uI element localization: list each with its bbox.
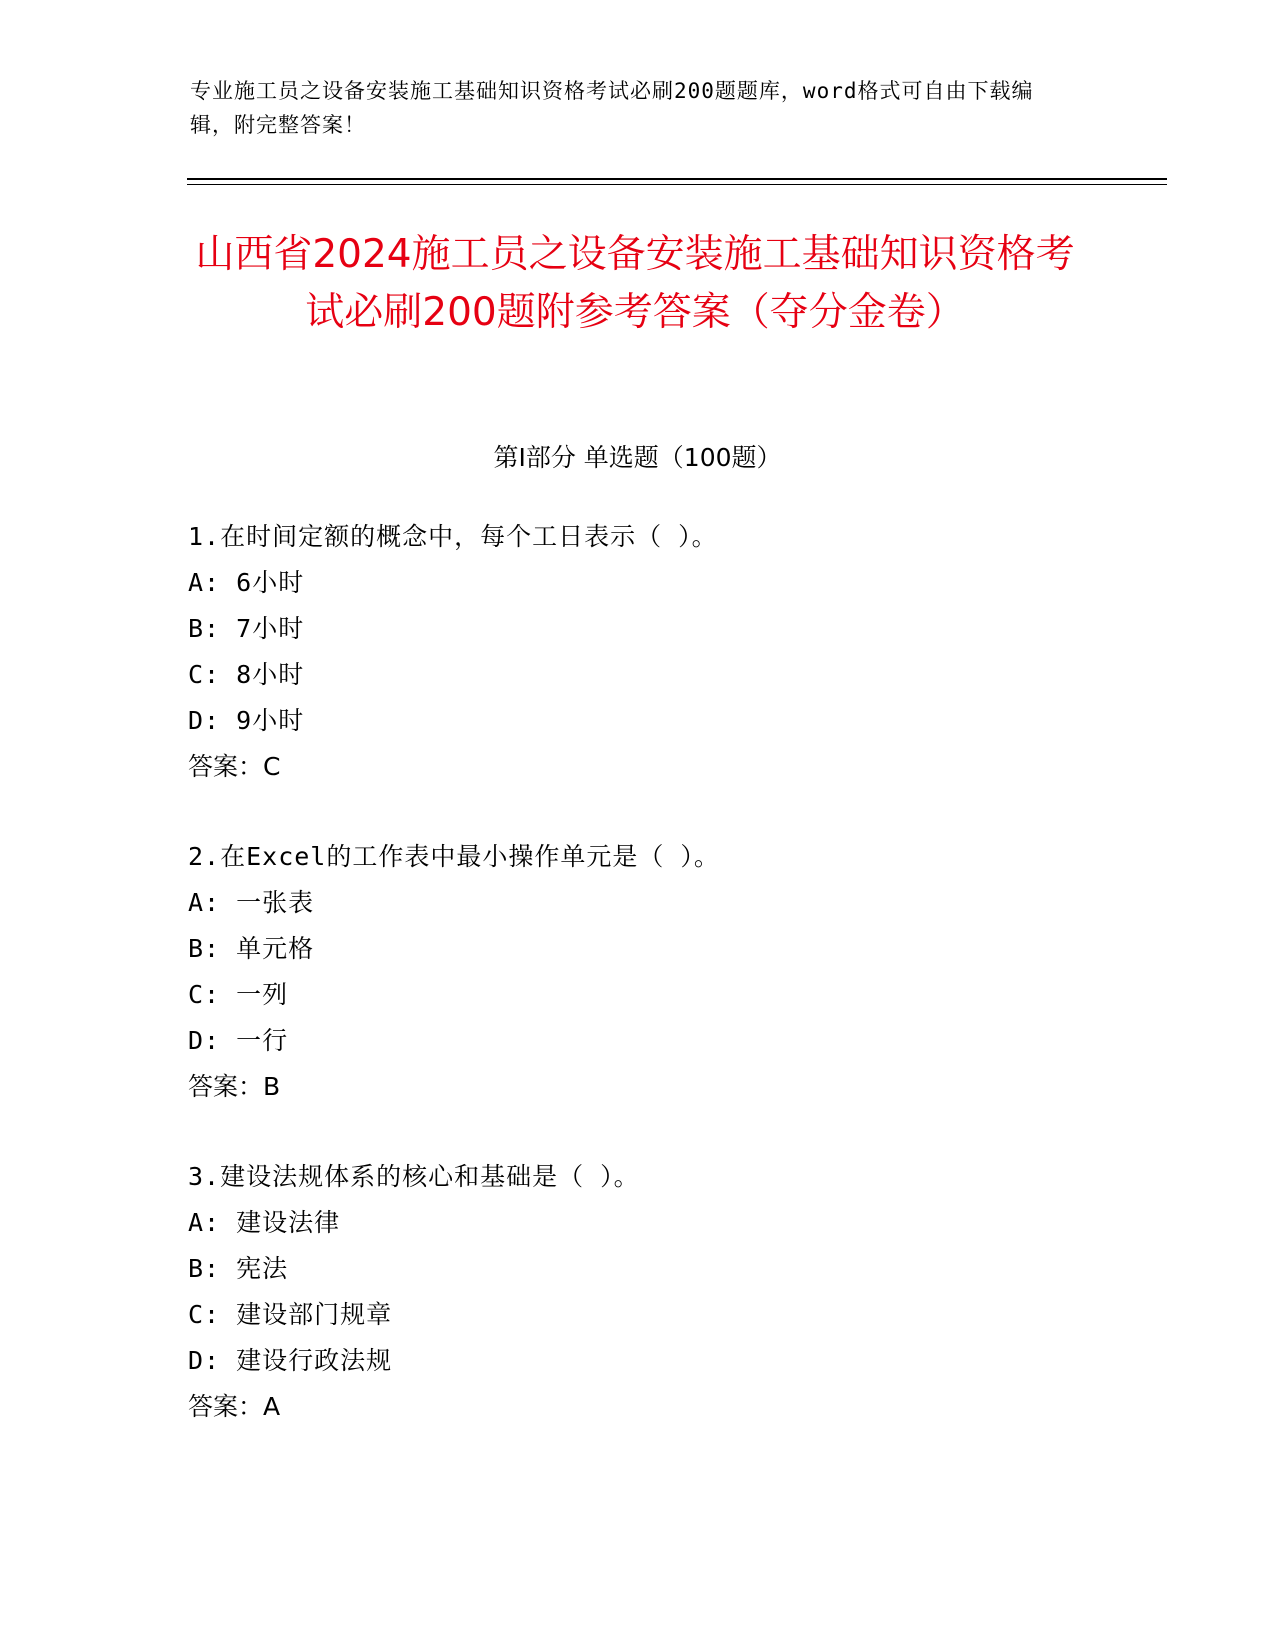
answer: 答案：C bbox=[188, 752, 281, 781]
document-title: 山西省2024施工员之设备安装施工基础知识资格考试必刷200题附参考答案（夺分金卷） bbox=[195, 232, 1075, 335]
question-item bbox=[188, 834, 1088, 1110]
option-d: D: 9小时 bbox=[188, 706, 305, 735]
option-d: D: 一行 bbox=[188, 1026, 289, 1055]
question-stem: 3.建设法规体系的核心和基础是（ ）。 bbox=[188, 1162, 640, 1191]
question-item bbox=[188, 514, 1088, 790]
header-divider-thin bbox=[187, 184, 1167, 185]
option-c: C: 一列 bbox=[188, 980, 289, 1009]
question-item bbox=[188, 1154, 1088, 1430]
option-b: B: 单元格 bbox=[188, 934, 315, 963]
option-d: D: 建设行政法规 bbox=[188, 1346, 393, 1375]
header-divider-thick bbox=[187, 178, 1167, 180]
question-stem: 2.在Excel的工作表中最小操作单元是（ ）。 bbox=[188, 842, 720, 871]
option-c: C: 8小时 bbox=[188, 660, 305, 689]
option-a: A: 6小时 bbox=[188, 568, 305, 597]
option-a: A: 建设法律 bbox=[188, 1208, 341, 1237]
answer: 答案：A bbox=[188, 1392, 281, 1421]
option-a: A: 一张表 bbox=[188, 888, 315, 917]
option-b: B: 宪法 bbox=[188, 1254, 289, 1283]
header-note: 专业施工员之设备安装施工基础知识资格考试必刷200题题库，word格式可自由下载编辑，附完整答案！ bbox=[190, 79, 1034, 137]
option-c: C: 建设部门规章 bbox=[188, 1300, 393, 1329]
answer: 答案：B bbox=[188, 1072, 281, 1101]
option-b: B: 7小时 bbox=[188, 614, 305, 643]
question-stem: 1.在时间定额的概念中，每个工日表示（ ）。 bbox=[188, 522, 718, 551]
section-title: 第Ⅰ部分 单选题（100题） bbox=[493, 443, 782, 472]
